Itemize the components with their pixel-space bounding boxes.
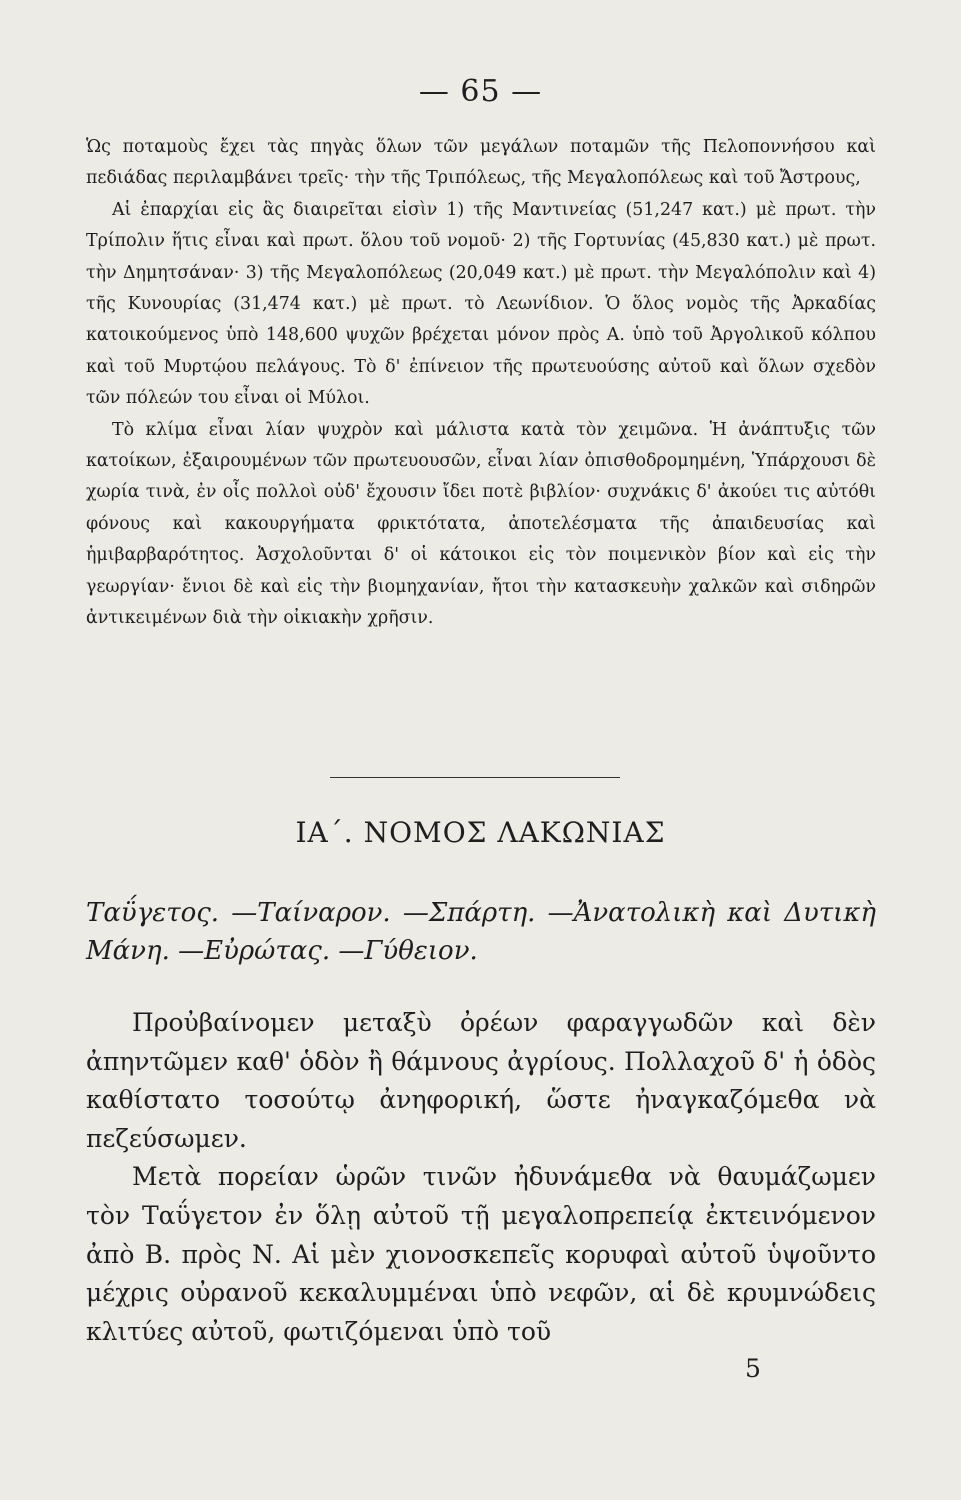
body-paragraph: Μετὰ πορείαν ὡρῶν τινῶν ἠδυνάμεθα νὰ θαυμάζωμεν τὸν Ταΰγετον ἐν ὅλῃ αὐτοῦ τῇ μεγαλοπρεπείᾳ ἐκτεινόμενον ἀπὸ Β. πρὸς Ν. Αἱ μὲν χιονοσκεπεῖς κορυφαὶ αὐτοῦ ὑψοῦντο μέχρις οὐρανοῦ κεκαλυμμέναι ὑπὸ νεφῶν, αἱ δὲ κρυμνώδεις κλιτύες αὐτοῦ, φωτιζόμεναι ὑπὸ τοῦ <box>86 1162 876 1346</box>
body-paragraph: Προὐβαίνομεν μεταξὺ ὀρέων φαραγγωδῶν καὶ δὲν ἀπηντῶμεν καθ' ὁδὸν ἢ θάμνους ἀγρίους. Πολλαχοῦ δ' ἡ ὁδὸς καθίστατο τοσούτῳ ἀνηφορική, ὥστε ἠναγκαζόμεθα νὰ πεζεύσωμεν. <box>86 1008 876 1153</box>
intro-text <box>86 132 876 635</box>
body-text <box>86 1004 876 1351</box>
section-divider <box>330 777 620 778</box>
intro-paragraph: Αἱ ἐπαρχίαι εἰς ἃς διαιρεῖται εἰσὶν 1) τῆς Μαντινείας (51,247 κατ.) μὲ πρωτ. τὴν Τρίπολιν ἥτις εἶναι καὶ πρωτ. ὅλου τοῦ νομοῦ· 2) τῆς Γορτυνίας (45,830 κατ.) μὲ πρωτ. τὴν Δημητσάναν· 3) τῆς Μεγαλοπόλεως (20,049 κατ.) μὲ πρωτ. τὴν Μεγαλόπολιν καὶ 4) τῆς Κυνουρίας (31,474 κατ.) μὲ πρωτ. τὸ Λεωνίδιον. Ὁ ὅλος νομὸς τῆς Ἀρκαδίας κατοικούμενος ὑπὸ 148,600 ψυχῶν βρέχεται μόνον πρὸς Α. ὑπὸ τοῦ Ἀργολικοῦ κόλπου καὶ τοῦ Μυρτῴου πελάγους. Τὸ δ' ἐπίνειον τῆς πρωτευούσης αὐτοῦ καὶ ὅλων σχεδὸν τῶν πόλεών του εἶναι οἱ Μύλοι. <box>86 199 876 409</box>
chapter-summary: Ταΰγετος. —Ταίναρον. —Σπάρτη. —Ἀνατολικὴ καὶ Δυτικὴ Μάνη. —Εὐρώτας. —Γύθειον. <box>86 898 876 966</box>
page-number: — 65 — <box>418 74 543 109</box>
signature-mark: 5 <box>745 1354 761 1383</box>
section-title: ΙΑ΄. ΝΟΜΟΣ ΛΑΚΩΝΙΑΣ <box>295 816 666 849</box>
intro-paragraph: Ὡς ποταμοὺς ἔχει τὰς πηγὰς ὅλων τῶν μεγάλων ποταμῶν τῆς Πελοποννήσου καὶ πεδιάδας περιλαμβάνει τρεῖς· τὴν τῆς Τριπόλεως, τῆς Μεγαλοπόλεως καὶ τοῦ Ἄστρους, <box>86 137 876 189</box>
intro-paragraph: Τὸ κλίμα εἶναι λίαν ψυχρὸν καὶ μάλιστα κατὰ τὸν χειμῶνα. Ἡ ἀνάπτυξις τῶν κατοίκων, ἐξαιρουμένων τῶν πρωτευουσῶν, εἶναι λίαν ὀπισθοδρομημένη, Ὑπάρχουσι δὲ χωρία τινὰ, ἐν οἷς πολλοὶ οὐδ' ἔχουσιν ἴδει ποτὲ βιβλίον· συχνάκις δ' ἀκούει τις αὐτόθι φόνους καὶ κακουργήματα φρικτότατα, ἀποτελέσματα τῆς ἀπαιδευσίας καὶ ἡμιβαρβαρότητος. Ἀσχολοῦνται δ' οἱ κάτοικοι εἰς τὸν ποιμενικὸν βίον καὶ εἰς τὴν γεωργίαν· ἔνιοι δὲ καὶ εἰς τὴν βιομηχανίαν, ἤτοι τὴν κατασκευὴν χαλκῶν καὶ σιδηρῶν ἀντικειμένων διὰ τὴν οἰκιακὴν χρῆσιν. <box>86 419 876 629</box>
